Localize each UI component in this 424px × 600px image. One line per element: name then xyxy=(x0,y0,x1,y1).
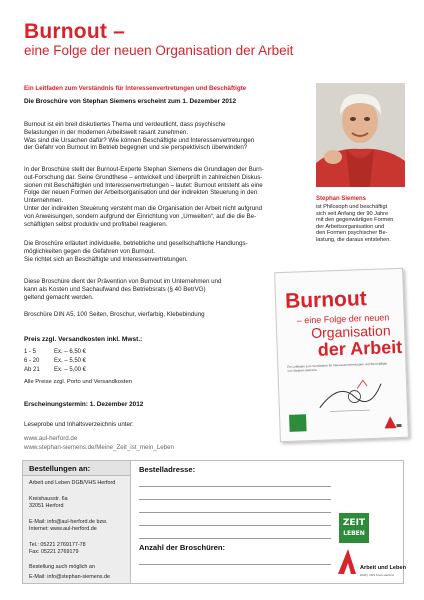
cover-subtitle-1: – eine Folge der neuen xyxy=(296,312,390,326)
text-line: schäftigten selbst produktiv und profitabel reagieren. xyxy=(24,220,168,228)
text-line: Burnout ist ein breit diskutiertes Thema und verdeutlicht, dass psychische xyxy=(24,121,226,128)
page-title xyxy=(24,20,125,44)
author-name: Stephan Siemens xyxy=(316,196,367,202)
text-line: In der Broschüre stellt der Burnout-Experte Stephan Siemens die Grundlagen der Burn- xyxy=(24,166,264,173)
contact-email-alt[interactable]: E-Mail: info@stephan-siemens.de xyxy=(29,574,110,580)
arbeit-und-leben-logo xyxy=(336,547,406,583)
zeit-leben-badge xyxy=(339,513,369,543)
contact-internet[interactable]: Internet: www.aul-herford.de xyxy=(29,526,97,532)
cover-subtitle-2: Organisation xyxy=(310,322,391,342)
brochure-cover xyxy=(274,268,409,442)
text-line: Die Broschüre erläutert individuelle, betriebliche und gesellschaftliche Handlungs- xyxy=(24,240,248,247)
contact-line: Kreishausstr. 6a xyxy=(29,496,68,502)
price-qty: 6 - 20 xyxy=(24,358,40,364)
price-qty: Ab 21 xyxy=(24,367,40,373)
text-line: mit den gegenwärtigen Formen xyxy=(316,217,394,224)
text-line: Diese Broschüre dient der Prävention von Burnout im Unternehmen und xyxy=(24,278,222,285)
url-link-aul[interactable]: www.aul-herford.de xyxy=(24,435,78,442)
text-line: Was sind die Ursachen dafür? Wie können Beschäftigte und Interessenvertretungen xyxy=(24,136,255,144)
text-line: der Arbeitsorganisation und xyxy=(316,223,385,230)
cover-lead: Ein Leitfaden zum Verständnis für Interessenvertretungen und Beschäftigte xyxy=(287,361,388,369)
contact-line: Bestellung auch möglich an xyxy=(29,564,95,570)
price-note: Alle Preise zzgl. Porto und Versandkosten xyxy=(24,379,132,385)
address-line-field[interactable] xyxy=(139,538,331,539)
text-line: den Formen psychischer Be- xyxy=(316,230,388,237)
cover-zeit-badge xyxy=(289,414,307,432)
contact-line: Arbeit und Leben DGB/VHS Herford xyxy=(29,480,116,486)
logo-triangle-icon xyxy=(336,547,358,575)
text-line: sich seit Anfang der 90 Jahre xyxy=(316,210,389,217)
author-photo xyxy=(316,83,405,187)
text-line: kann als Kosten und Sachaufwand des Betriebsrats (§ 40 BetrVG) xyxy=(24,285,206,293)
lead-red-text: Ein Leitfaden zum Verständnis für Interessenvertretungen und Beschäftigte xyxy=(24,85,247,92)
text-line: Unter der indirekten Steuerung versteht man die Organisation der Arbeit nicht aufgrund xyxy=(24,204,263,212)
text-line: Broschüre DIN A5, 100 Seiten, Broschur, vierfarbig, Klebebindung xyxy=(24,311,205,318)
leseprobe-text: Leseprobe und Inhaltsverzeichnis unter: xyxy=(24,421,134,428)
paragraph-thesis xyxy=(24,166,286,228)
cover-title: Burnout xyxy=(284,287,368,313)
text-line: Unternehmen. xyxy=(24,197,64,205)
cover-subtitle-3: der Arbeit xyxy=(317,336,403,360)
text-line: von Anweisungen, sondern aufgrund der Einrichtung von „Umwelten“, auf die die Be- xyxy=(24,212,257,220)
cover-author: von Stephan Siemens xyxy=(287,367,317,373)
count-field[interactable] xyxy=(139,564,331,565)
address-line-field[interactable] xyxy=(139,525,331,526)
text-line: geltend gemacht werden. xyxy=(24,293,94,301)
badge-line-1: ZEIT xyxy=(342,518,366,528)
contact-phone: Tel.: 05221 2769177-78 xyxy=(29,542,86,548)
text-line: out-Forschung dar. Seine Grundthese – entwickelt und überprüft in zahlreichen Diskus- xyxy=(24,173,263,181)
price-value: Ex. – 5,50 € xyxy=(54,358,87,364)
order-contact-panel xyxy=(23,476,131,583)
cover-illustration xyxy=(309,375,390,418)
author-bio xyxy=(316,204,406,244)
contact-line: 32051 Herford xyxy=(29,503,64,509)
title-dash: – xyxy=(113,20,125,43)
logo-sub: DGB | VHS Kreis Herford xyxy=(360,573,394,577)
price-heading: Preis zzgl. Versandkosten inkl. Mwst.: xyxy=(24,336,143,343)
contact-fax: Fax: 05221 2769179 xyxy=(29,549,79,555)
price-value: Ex. – 6,50 € xyxy=(54,349,87,355)
paragraph-intro xyxy=(24,121,286,152)
logo-name: Arbeit und Leben xyxy=(360,565,406,571)
page-subtitle: eine Folge der neuen Organisation der Arbeit xyxy=(24,43,294,58)
price-value: Ex. – 5,00 € xyxy=(54,367,87,373)
text-line: lastung, die daraus entstehen. xyxy=(316,236,391,243)
text-line: ist Philosoph und beschäftigt xyxy=(316,204,388,210)
portrait-image xyxy=(316,83,405,187)
text-line: möglichkeiten gegen die Gefahren von Burnout. xyxy=(24,247,156,255)
cover-small-text xyxy=(287,361,397,373)
price-qty: 1 - 5 xyxy=(24,349,37,355)
badge-line-2: LEBEN xyxy=(343,530,365,537)
text-line: der Gefahr von Burnout im Betrieb begegnen und sie perspektivisch überwinden? xyxy=(24,144,248,152)
text-line: Sie richtet sich an Beschäftigte und Interessenvertretungen. xyxy=(24,255,188,263)
release-date: Erscheinungstermin: 1. Dezember 2012 xyxy=(24,401,144,408)
address-line-field[interactable] xyxy=(139,486,331,487)
cover-logo-icon xyxy=(382,415,402,430)
lead-bold-text: Die Broschüre von Stephan Siemens erscheint zum 1. Dezember 2012 xyxy=(24,98,237,105)
price-row xyxy=(24,349,86,355)
contact-email[interactable]: E-Mail: info@aul-herford.de bzw. xyxy=(29,519,108,525)
text-line: sionen mit Beschäftigten und Interessenvertretungen – lautet: Burnout entsteht als eine xyxy=(24,181,263,189)
address-title: Bestelladresse: xyxy=(139,465,196,474)
address-line-field[interactable] xyxy=(139,512,331,513)
price-row xyxy=(24,367,86,373)
paragraph-options xyxy=(24,240,286,263)
address-line-field[interactable] xyxy=(139,499,331,500)
order-left-title: Bestellungen an: xyxy=(29,464,91,473)
price-row xyxy=(24,358,86,364)
url-link-siemens[interactable]: www.stephan-siemens.de/Meine_Zeit_ist_mein_Leben xyxy=(24,444,174,451)
paragraph-prevention xyxy=(24,278,286,301)
count-title: Anzahl der Broschüren: xyxy=(139,543,226,552)
order-left-header xyxy=(23,461,131,476)
text-line: Belastungen in der modernen Arbeitswelt rasant zunehmen. xyxy=(24,128,189,136)
paragraph-format xyxy=(24,311,286,319)
text-line: Folge der neuen Formen der Arbeitsorganisation und der indirekten Steuerung in den xyxy=(24,189,258,197)
title-text: Burnout xyxy=(24,20,108,43)
